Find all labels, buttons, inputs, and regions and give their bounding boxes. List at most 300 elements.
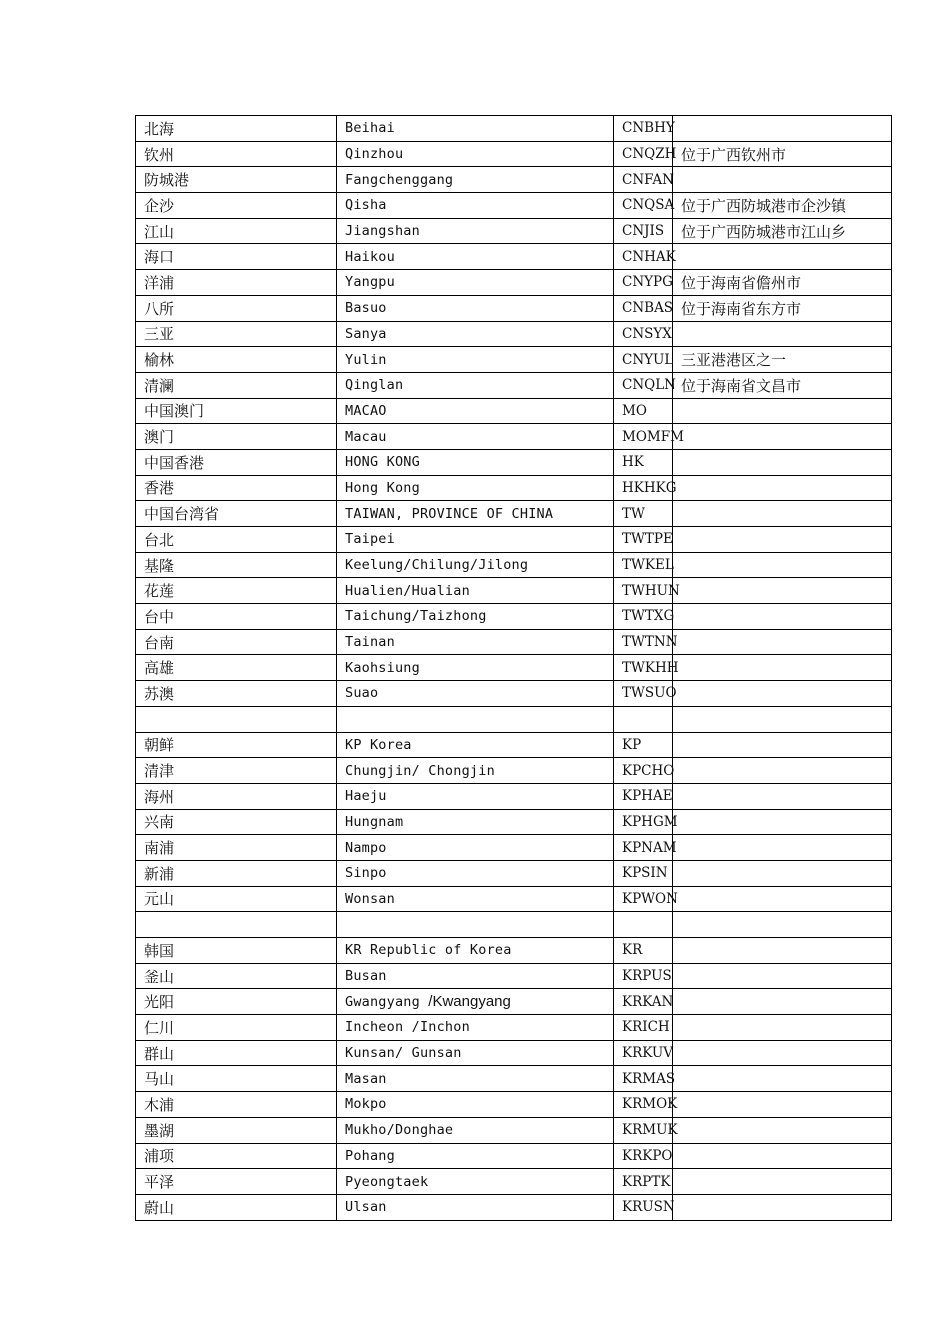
port-code-cell (614, 552, 673, 578)
table-row (136, 732, 892, 758)
port-code-cell (614, 758, 673, 784)
port-code-text: KRKPO (622, 1147, 673, 1164)
port-english-name-text: Jiangshan (345, 223, 420, 240)
port-english-name-cell (337, 347, 614, 373)
table-row (136, 398, 892, 424)
port-code-text: CNBHY (622, 120, 675, 137)
port-english-name-cell (337, 655, 614, 681)
port-chinese-name-cell (136, 706, 337, 732)
port-chinese-name-text: 基隆 (144, 556, 175, 575)
port-code-text: CNQZH (622, 146, 677, 163)
port-code-cell (614, 629, 678, 655)
port-chinese-name-text: 中国澳门 (144, 402, 205, 421)
table-row (136, 1066, 892, 1092)
table-row (136, 193, 892, 219)
port-english-name-cell (337, 116, 614, 142)
port-code-cell (614, 989, 673, 1015)
port-code-text: KR (622, 942, 643, 959)
port-chinese-name-text: 釜山 (144, 967, 175, 986)
port-note-cell (673, 141, 892, 167)
port-english-name-text: Macau (345, 428, 387, 445)
port-note-cell (673, 938, 892, 964)
port-english-name-cell (337, 193, 614, 219)
table-row (136, 270, 892, 296)
port-code-text: CNSYX (622, 325, 672, 342)
port-english-name-cell (337, 809, 614, 835)
port-english-name-cell (337, 1194, 614, 1220)
port-code-cell (614, 706, 673, 732)
port-english-name-cell (337, 578, 614, 604)
port-english-name-text: Yulin (345, 351, 387, 368)
port-code-cell (614, 321, 673, 347)
port-english-name-text: MACAO (345, 402, 387, 419)
port-code-cell (614, 963, 673, 989)
port-chinese-name-cell (136, 475, 337, 501)
port-chinese-name-text: 新浦 (144, 864, 175, 883)
port-chinese-name-cell (136, 1169, 337, 1195)
port-note-cell (673, 475, 892, 501)
port-code-cell (614, 1169, 673, 1195)
port-code-text: TWHUN (622, 582, 680, 599)
port-note-cell (673, 886, 892, 912)
port-english-name-text: Yangpu (345, 274, 395, 291)
port-note-cell (673, 1143, 892, 1169)
port-chinese-name-text: 洋浦 (144, 273, 175, 292)
port-chinese-name-text: 木浦 (144, 1095, 175, 1114)
port-chinese-name-text: 台南 (144, 633, 175, 652)
port-code-cell (614, 1092, 678, 1118)
table-row (136, 501, 892, 527)
port-note-cell (673, 809, 892, 835)
port-english-name-text: Tainan (345, 634, 395, 651)
port-code-cell (614, 835, 677, 861)
port-chinese-name-text: 企沙 (144, 196, 175, 215)
port-english-name-text: Basuo (345, 300, 387, 317)
port-chinese-name-text: 光阳 (144, 993, 175, 1012)
port-code-text: MO (622, 402, 647, 419)
port-chinese-name-cell (136, 398, 337, 424)
port-chinese-name-text: 平泽 (144, 1173, 175, 1192)
port-code-table (135, 115, 892, 1221)
port-code-cell (614, 604, 673, 630)
port-chinese-name-cell (136, 552, 337, 578)
port-code-cell (614, 193, 673, 219)
port-note-cell (673, 758, 892, 784)
port-english-name-text: Nampo (345, 839, 387, 856)
port-note-cell (673, 783, 892, 809)
port-note-cell (673, 1194, 892, 1220)
port-code-text: CNFAN (622, 171, 674, 188)
port-english-name-cell (337, 475, 614, 501)
table-row (136, 141, 892, 167)
port-english-name-cell (337, 938, 614, 964)
port-chinese-name-text: 高雄 (144, 659, 175, 678)
port-note-text: 位于海南省文昌市 (681, 376, 802, 395)
port-chinese-name-text: 榆林 (144, 351, 175, 370)
port-code-cell (614, 270, 673, 296)
port-chinese-name-text: 中国香港 (144, 453, 205, 472)
table-row (136, 116, 892, 142)
port-english-name-cell (337, 706, 614, 732)
port-note-cell (673, 295, 892, 321)
port-chinese-name-text: 苏澳 (144, 684, 175, 703)
port-english-name-cell (337, 1015, 614, 1041)
port-chinese-name-cell (136, 295, 337, 321)
port-english-name-cell (337, 424, 614, 450)
port-note-cell (673, 835, 892, 861)
port-english-name-cell (337, 167, 614, 193)
port-chinese-name-text: 花莲 (144, 582, 175, 601)
port-code-text: KRICH (622, 1019, 670, 1036)
port-note-cell (673, 193, 892, 219)
table-row (136, 629, 892, 655)
port-note-text: 位于广西防城港市企沙镇 (681, 196, 847, 215)
port-note-cell (673, 1066, 892, 1092)
port-note-cell (673, 912, 892, 938)
port-code-text: CNYPG (622, 274, 673, 291)
port-chinese-name-cell (136, 655, 337, 681)
table-row (136, 1143, 892, 1169)
port-chinese-name-text: 江山 (144, 222, 175, 241)
port-code-text: MOMFM (622, 428, 684, 445)
port-code-text: KPCHO (622, 762, 675, 779)
port-chinese-name-cell (136, 449, 337, 475)
port-english-name-text: Beihai (345, 120, 395, 137)
port-english-name-cell (337, 1040, 614, 1066)
port-code-text: KRMOK (622, 1096, 678, 1113)
port-english-name-cell (337, 244, 614, 270)
port-note-cell (673, 604, 892, 630)
port-code-cell (614, 449, 673, 475)
port-english-name-text: Kunsan/ Gunsan (345, 1045, 462, 1062)
port-table-body (136, 116, 892, 1221)
port-english-name-cell (337, 1169, 614, 1195)
port-english-name-text: Gwangyang (345, 994, 429, 1011)
port-chinese-name-text: 澳门 (144, 428, 175, 447)
port-chinese-name-text: 香港 (144, 479, 175, 498)
port-english-name-text: Chungjin/ Chongjin (345, 762, 495, 779)
port-chinese-name-text: 墨湖 (144, 1121, 175, 1140)
port-english-name-text: Ulsan (345, 1199, 387, 1216)
port-chinese-name-text: 群山 (144, 1044, 175, 1063)
port-english-name-text: Wonsan (345, 890, 395, 907)
port-code-text: KPHGM (622, 813, 678, 830)
port-chinese-name-cell (136, 604, 337, 630)
port-english-name-cell (337, 860, 614, 886)
port-english-name-cell (337, 681, 614, 707)
port-code-cell (614, 886, 678, 912)
port-chinese-name-cell (136, 167, 337, 193)
port-code-cell (614, 860, 673, 886)
port-code-cell (614, 424, 684, 450)
port-english-name-text: Keelung/Chilung/Jilong (345, 557, 529, 574)
port-english-name-cell (337, 629, 614, 655)
port-chinese-name-cell (136, 501, 337, 527)
port-note-cell (673, 655, 892, 681)
port-code-text: HK (622, 454, 644, 471)
port-english-name-cell (337, 912, 614, 938)
port-note-cell (673, 860, 892, 886)
port-note-text: 位于广西钦州市 (681, 145, 787, 164)
table-row (136, 783, 892, 809)
port-chinese-name-text: 南浦 (144, 839, 175, 858)
port-english-name-text: Sinpo (345, 865, 387, 882)
port-chinese-name-text: 海州 (144, 787, 175, 806)
table-row (136, 938, 892, 964)
port-english-name-text: Masan (345, 1070, 387, 1087)
port-english-name-cell (337, 295, 614, 321)
port-english-name-text: KR Republic of Korea (345, 942, 512, 959)
port-english-name-text: Mokpo (345, 1096, 387, 1113)
port-code-cell (614, 244, 676, 270)
table-row (136, 809, 892, 835)
port-chinese-name-cell (136, 1143, 337, 1169)
port-english-name-cell (337, 527, 614, 553)
table-row (136, 860, 892, 886)
port-chinese-name-text: 中国台湾省 (144, 505, 220, 524)
port-chinese-name-cell (136, 193, 337, 219)
port-code-text: CNBAS (622, 300, 674, 317)
port-note-cell (673, 989, 892, 1015)
port-english-name-text: TAIWAN, PROVINCE OF CHINA (345, 505, 554, 522)
port-note-cell (673, 706, 892, 732)
port-chinese-name-cell (136, 1015, 337, 1041)
port-english-alt-name-text: /Kwangyang (428, 993, 511, 1011)
port-english-name-cell (337, 835, 614, 861)
port-english-name-cell (337, 501, 614, 527)
table-row (136, 912, 892, 938)
port-english-name-text: Mukho/Donghae (345, 1122, 454, 1139)
port-code-cell (614, 655, 679, 681)
port-chinese-name-cell (136, 989, 337, 1015)
port-chinese-name-cell (136, 347, 337, 373)
port-note-cell (673, 244, 892, 270)
port-note-cell (673, 527, 892, 553)
port-note-cell (673, 398, 892, 424)
port-code-cell (614, 475, 677, 501)
port-chinese-name-cell (136, 835, 337, 861)
port-chinese-name-cell (136, 321, 337, 347)
port-code-text: TW (622, 505, 645, 522)
port-chinese-name-cell (136, 938, 337, 964)
port-code-cell (614, 783, 673, 809)
port-code-text: CNYUL (622, 351, 674, 368)
port-english-name-text: Kaohsiung (345, 659, 420, 676)
port-chinese-name-cell (136, 1194, 337, 1220)
port-code-text: KRMAS (622, 1070, 676, 1087)
port-chinese-name-cell (136, 1066, 337, 1092)
table-row (136, 963, 892, 989)
port-english-name-cell (337, 1066, 614, 1092)
port-chinese-name-text: 兴南 (144, 813, 175, 832)
port-chinese-name-text: 清津 (144, 762, 175, 781)
port-chinese-name-cell (136, 527, 337, 553)
port-english-name-cell (337, 604, 614, 630)
port-note-text: 三亚港港区之一 (681, 351, 787, 370)
port-english-name-text: Qinglan (345, 377, 404, 394)
port-code-text: KP (622, 736, 642, 753)
port-english-name-text: Hong Kong (345, 479, 420, 496)
port-code-text: KRPTK (622, 1173, 671, 1190)
port-code-cell (614, 912, 673, 938)
port-english-name-cell (337, 218, 614, 244)
port-english-name-cell (337, 732, 614, 758)
port-code-text: CNJIS (622, 223, 665, 240)
port-chinese-name-text: 海口 (144, 248, 175, 267)
port-code-cell (614, 578, 680, 604)
port-chinese-name-cell (136, 1117, 337, 1143)
table-row (136, 372, 892, 398)
port-code-text: TWTNN (622, 634, 678, 651)
port-english-name-text: Haikou (345, 248, 395, 265)
table-row (136, 989, 892, 1015)
port-note-cell (673, 1015, 892, 1041)
port-note-cell (673, 578, 892, 604)
port-chinese-name-text: 浦项 (144, 1147, 175, 1166)
port-english-name-text: Hungnam (345, 813, 404, 830)
table-row (136, 886, 892, 912)
table-row (136, 1092, 892, 1118)
port-english-name-text: Pohang (345, 1147, 395, 1164)
port-chinese-name-cell (136, 809, 337, 835)
port-chinese-name-cell (136, 244, 337, 270)
table-row (136, 1015, 892, 1041)
table-row (136, 527, 892, 553)
port-chinese-name-text: 三亚 (144, 325, 175, 344)
port-code-text: TWSUO (622, 685, 677, 702)
port-note-cell (673, 732, 892, 758)
table-row (136, 449, 892, 475)
port-note-cell (673, 449, 892, 475)
port-note-cell (673, 321, 892, 347)
port-english-name-cell (337, 321, 614, 347)
port-chinese-name-text: 马山 (144, 1070, 175, 1089)
port-code-cell (614, 372, 676, 398)
port-note-cell (673, 270, 892, 296)
port-code-text: KPSIN (622, 865, 668, 882)
port-note-cell (673, 1092, 892, 1118)
port-code-cell (614, 681, 677, 707)
port-code-text: CNQLN (622, 377, 676, 394)
port-code-text: KRKUV (622, 1045, 673, 1062)
port-english-name-cell (337, 398, 614, 424)
port-note-cell (673, 963, 892, 989)
port-english-name-cell (337, 372, 614, 398)
table-row (136, 835, 892, 861)
port-chinese-name-cell (136, 758, 337, 784)
table-row (136, 1040, 892, 1066)
port-code-text: TWKEL (622, 557, 674, 574)
table-row (136, 552, 892, 578)
port-chinese-name-text: 台北 (144, 530, 175, 549)
port-chinese-name-text: 韩国 (144, 941, 175, 960)
port-code-text: TWTPE (622, 531, 673, 548)
table-row (136, 1194, 892, 1220)
table-row (136, 655, 892, 681)
port-chinese-name-text: 八所 (144, 299, 175, 318)
port-chinese-name-cell (136, 372, 337, 398)
port-code-cell (614, 1117, 678, 1143)
port-chinese-name-cell (136, 141, 337, 167)
port-english-name-text: Haeju (345, 788, 387, 805)
port-code-cell (614, 295, 673, 321)
port-english-name-text: Taipei (345, 531, 395, 548)
port-chinese-name-cell (136, 912, 337, 938)
port-english-name-cell (337, 1143, 614, 1169)
port-note-cell (673, 1040, 892, 1066)
port-english-name-text: Fangchenggang (345, 171, 454, 188)
port-note-text: 位于广西防城港市江山乡 (681, 222, 847, 241)
port-code-text: KPHAE (622, 788, 673, 805)
port-code-text: CNQSA (622, 197, 675, 214)
port-code-cell (614, 218, 673, 244)
port-code-cell (614, 732, 673, 758)
table-row (136, 758, 892, 784)
table-row (136, 347, 892, 373)
port-chinese-name-cell (136, 629, 337, 655)
table-row (136, 1117, 892, 1143)
port-chinese-name-cell (136, 1092, 337, 1118)
port-code-cell (614, 938, 673, 964)
port-note-cell (673, 424, 892, 450)
port-english-name-text: Qisha (345, 197, 387, 214)
table-row (136, 244, 892, 270)
port-code-text: KRKAN (622, 993, 674, 1010)
port-english-name-text: Busan (345, 968, 387, 985)
port-chinese-name-text: 台中 (144, 607, 175, 626)
table-row (136, 218, 892, 244)
port-code-text: KRPUS (622, 968, 672, 985)
table-row (136, 475, 892, 501)
port-chinese-name-text: 清澜 (144, 376, 175, 395)
port-code-cell (614, 1066, 676, 1092)
port-note-text: 位于海南省东方市 (681, 299, 802, 318)
port-note-cell (673, 552, 892, 578)
port-english-name-text: Incheon /Inchon (345, 1019, 470, 1036)
port-english-name-cell (337, 1117, 614, 1143)
port-code-cell (614, 1143, 673, 1169)
port-chinese-name-text: 元山 (144, 890, 175, 909)
port-note-cell (673, 167, 892, 193)
port-english-name-text: Sanya (345, 325, 387, 342)
port-chinese-name-cell (136, 783, 337, 809)
port-note-cell (673, 1117, 892, 1143)
port-chinese-name-cell (136, 270, 337, 296)
port-english-name-cell (337, 1092, 614, 1118)
port-chinese-name-text: 防城港 (144, 171, 190, 190)
port-code-text: TWKHH (622, 659, 679, 676)
port-note-cell (673, 116, 892, 142)
port-code-cell (614, 1015, 673, 1041)
port-chinese-name-cell (136, 732, 337, 758)
port-english-name-cell (337, 989, 614, 1015)
port-english-name-text: Hualien/Hualian (345, 582, 470, 599)
table-row (136, 706, 892, 732)
port-chinese-name-text: 蔚山 (144, 1198, 175, 1217)
port-chinese-name-cell (136, 681, 337, 707)
port-chinese-name-text: 北海 (144, 119, 175, 138)
port-code-cell (614, 116, 673, 142)
port-chinese-name-cell (136, 886, 337, 912)
port-note-cell (673, 347, 892, 373)
port-code-cell (614, 501, 673, 527)
port-note-cell (673, 501, 892, 527)
port-note-text: 位于海南省儋州市 (681, 273, 802, 292)
port-code-cell (614, 167, 673, 193)
port-english-name-cell (337, 449, 614, 475)
port-note-cell (673, 218, 892, 244)
port-code-text: KPNAM (622, 839, 677, 856)
